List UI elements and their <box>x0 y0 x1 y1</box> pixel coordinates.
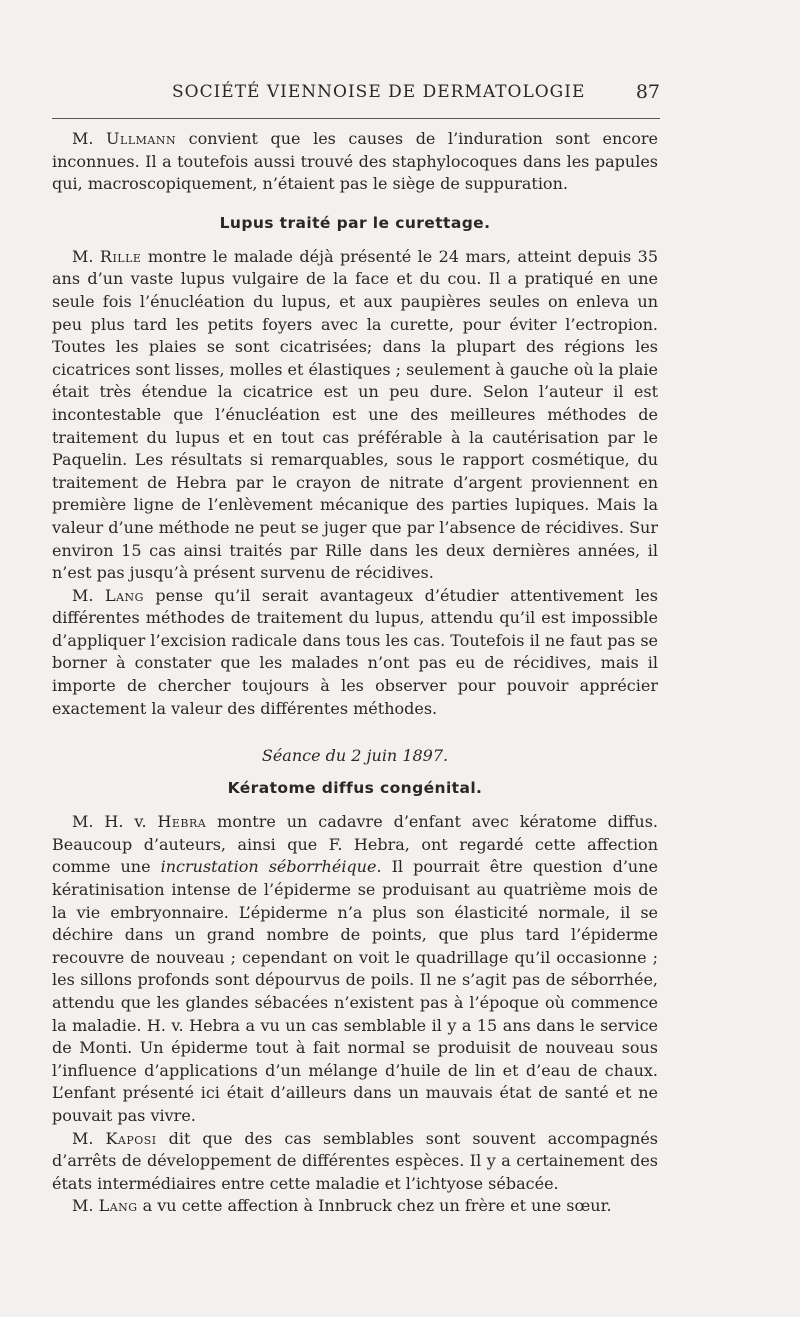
paragraph-text: pense qu’il serait avantageux d’étudier attentivement les différentes méthodes de traitement du lupus, attendu qu’il est impossible d’appliquer l’excision radicale dans tous les cas. Toutefois il ne faut pas se borner à constater que les malades n’ont pas eu de récidives, mais il importe de chercher toujours à les observer pour pouvoir apprécier exactement la valeur des différentes méthodes. <box>52 585 658 718</box>
abbrev-m: M. <box>72 585 105 605</box>
paragraph-text: montre le malade déjà présenté le 24 mars, atteint depuis 35 ans d’un vaste lupus vulgaire de la face et du cou. Il a pratiqué en une seule fois l’énucléation du lupus, et aux paupières seules on enleva un peu plus tard les petits foyers avec la curette, pour éviter l’ectropion. Toutes les plaies se sont cicatrisées; dans la plupart des régions les cicatrices sont lisses, molles et élastiques ; seulement à gauche où la plaie était très étendue la cicatrice est un peu dure. Selon l’auteur il est incontestable que l’énucléation est une des meilleures méthodes de traitement du lupus et en tout cas préférable à la cautérisation par le Paquelin. Les résultats si remarquables, sous le rapport cosmétique, du traitement de Hebra par le crayon de nitrate d’argent proviennent en première ligne de l’enlèvement mécanique des parties lupiques. Mais la valeur d’une méthode ne peut se juger que par l’absence de récidives. Sur environ 15 cas ainsi traités par Rille dans les deux dernières années, il n’est pas jusqu’à présent survenu de récidives. <box>52 246 659 583</box>
paragraph-text: a vu cette affection à Innbruck chez un frère et une sœur. <box>137 1196 612 1216</box>
speaker-name: Kaposi <box>105 1128 157 1148</box>
paragraph-hebra <box>52 811 658 1127</box>
paragraph-text: montre un cadavre d’enfant avec kératome diffus. Beaucoup d’auteurs, ainsi que F. Hebra, ont regardé cette affection comme une <box>52 812 658 877</box>
running-title: SOCIÉTÉ VIENNOISE DE DERMATOLOGIE <box>172 82 586 102</box>
speaker-name: Hebra <box>157 812 207 832</box>
section-heading-lupus: Lupus traité par le curettage. <box>219 213 491 232</box>
speaker-prefix: M. H. v. <box>72 812 158 832</box>
paragraph-kaposi <box>52 1128 658 1196</box>
running-header <box>52 82 660 108</box>
paragraph-lang <box>52 585 658 721</box>
speaker-name: Ullmann <box>106 129 177 148</box>
paragraph-ullmann <box>52 128 658 196</box>
paragraph-text: dit que des cas semblables sont souvent accompagnés d’arrêts de développement de différentes espèces. Il y a certainement des états intermédiaires entre cette maladie et l’ichtyose sébacée. <box>52 1128 658 1193</box>
speaker-name: Lang <box>98 1196 138 1216</box>
paragraph-lang-2 <box>52 1195 658 1218</box>
paragraph-text: . Il pourrait être question d’une kératinisation intense de l’épiderme se produisant au quatrième mois de la vie embryonnaire. L’épiderme n’a plus son élasticité normale, il se déchire dans un grand nombre de points, que plus tard l’épiderme recouvre de nouveau ; cependant on voit le quadrillage qu’il occasionne ; les sillons profonds sont dépourvus de poils. Il ne s’agit pas de séborrhée, attendu que les glandes sébacées n’existent pas à l’époque où commence la maladie. H. v. Hebra a vu un cas semblable il y a 15 ans dans le service de Monti. Un épiderme tout à fait normal se produisit de nouveau sous l’influence d’applications d’un mélange d’huile de lin et d’eau de chaux. L’enfant présenté ici était d’ailleurs dans un mauvais état de santé et ne pouvait pas vivre. <box>52 857 659 1125</box>
paragraph-text: convient que les causes de l’induration sont encore inconnues. Il a toutefois aussi trouvé des staphylocoques dans les papules qui, macroscopiquement, n’étaient pas le siège de suppuration. <box>52 129 658 194</box>
header-rule <box>52 118 660 119</box>
session-date: Séance du 2 juin 1897. <box>261 746 449 766</box>
italic-term: incrustation séborrhéique <box>160 857 377 877</box>
speaker-name: Rille <box>99 246 142 266</box>
abbrev-m: M. <box>72 1196 99 1216</box>
abbrev-m: M. <box>72 246 100 266</box>
paragraph-rille <box>52 246 658 585</box>
body-text <box>52 128 658 1218</box>
speaker-name: Lang <box>104 585 144 605</box>
page-number: 87 <box>635 81 660 103</box>
abbrev-m: M. <box>72 1128 106 1148</box>
abbrev-m: M. <box>72 129 107 148</box>
section-heading-keratome: Kératome diffus congénital. <box>227 779 483 798</box>
